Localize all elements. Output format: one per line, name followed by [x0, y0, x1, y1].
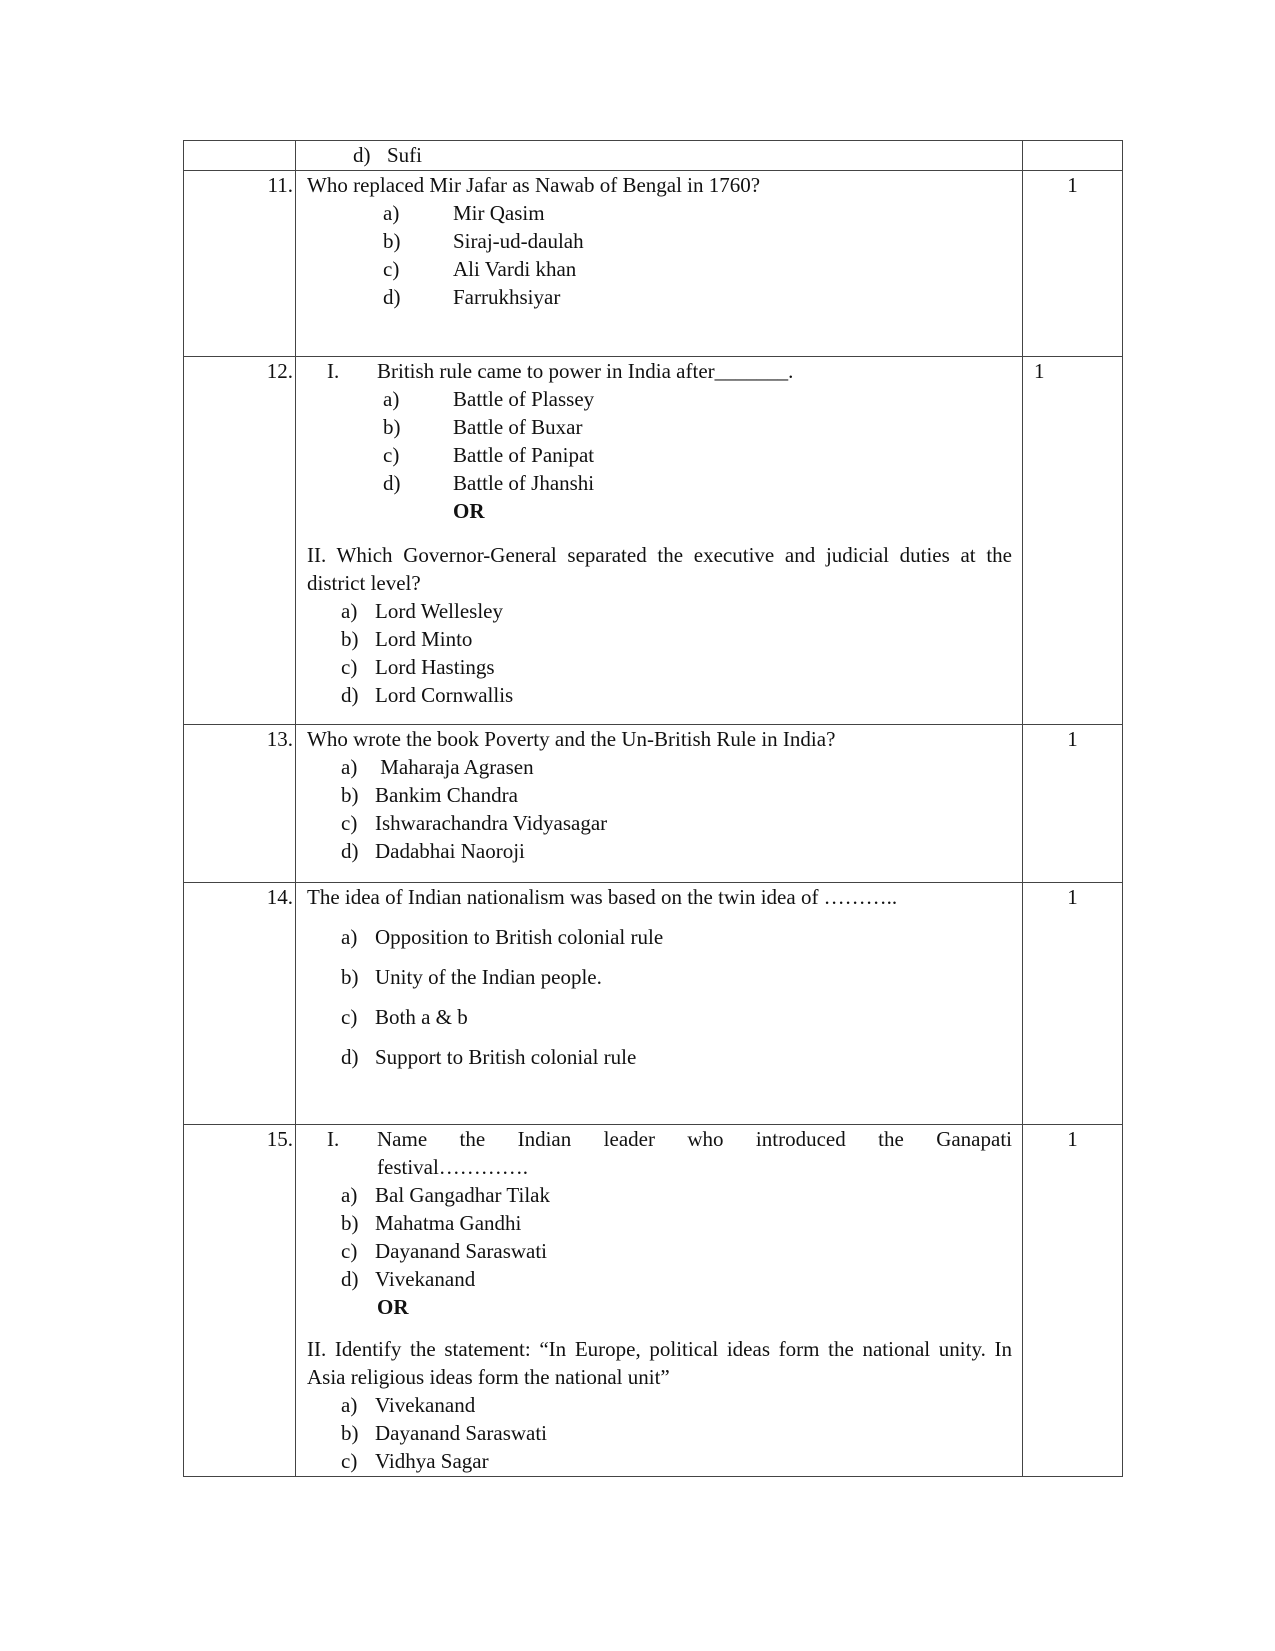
- option-d: [307, 469, 1012, 497]
- option-text: Lord Minto: [375, 627, 473, 651]
- question-row-continuation: [184, 141, 1123, 171]
- option-text: Maharaja Agrasen: [375, 755, 534, 779]
- option-b: [307, 963, 1012, 991]
- option-a: [307, 597, 1012, 625]
- question-number: 15.: [184, 1125, 296, 1477]
- option-label: b): [341, 1211, 359, 1235]
- marks-cell: 1: [1023, 725, 1123, 883]
- question-number: 11.: [184, 171, 296, 357]
- marks-cell: 1: [1023, 883, 1123, 1125]
- option-text: Bal Gangadhar Tilak: [375, 1183, 550, 1207]
- question-row-13: [184, 725, 1123, 883]
- option-label: c): [383, 257, 400, 281]
- option-d: [307, 141, 1012, 169]
- question-number: [184, 141, 296, 171]
- option-label: c): [383, 443, 400, 467]
- option-label: b): [383, 415, 401, 439]
- option-d: [307, 283, 1012, 311]
- option-label: a): [341, 925, 358, 949]
- option-d: [307, 681, 1012, 709]
- question-text: The idea of Indian nationalism was based on the twin idea of ………..: [307, 885, 898, 909]
- question-text: Who wrote the book Poverty and the Un-British Rule in India?: [307, 727, 836, 751]
- option-c: [307, 1447, 1012, 1475]
- option-label: c): [341, 811, 358, 835]
- option-text: Bankim Chandra: [375, 783, 518, 807]
- option-text: Sufi: [387, 143, 423, 167]
- option-label: d): [383, 285, 401, 309]
- roman-numeral: I.: [327, 359, 340, 383]
- question-row-14: [184, 883, 1123, 1125]
- question-row-11: [184, 171, 1123, 357]
- option-text: Support to British colonial rule: [375, 1045, 637, 1069]
- option-text: Mir Qasim: [453, 201, 545, 225]
- option-a: [307, 385, 1012, 413]
- option-label: d): [341, 839, 359, 863]
- option-label: d): [383, 471, 401, 495]
- option-label: c): [341, 655, 358, 679]
- option-b: [307, 1209, 1012, 1237]
- option-text: Battle of Panipat: [453, 443, 595, 467]
- option-c: [307, 1237, 1012, 1265]
- marks-cell: [1023, 141, 1123, 171]
- option-label: a): [341, 1183, 358, 1207]
- option-text: Both a & b: [375, 1005, 468, 1029]
- roman-numeral: I.: [327, 1127, 340, 1151]
- option-label: a): [383, 201, 400, 225]
- question-text-line-1: Name the Indian leader who introduced the Ganapati: [377, 1127, 1012, 1151]
- question-row-12: [184, 357, 1123, 725]
- option-label: d): [353, 143, 371, 167]
- option-b: [307, 227, 1012, 255]
- option-text: Vidhya Sagar: [375, 1449, 489, 1473]
- option-label: c): [341, 1449, 358, 1473]
- option-c: [307, 1003, 1012, 1031]
- option-text: Lord Cornwallis: [375, 683, 514, 707]
- option-c: [307, 809, 1012, 837]
- option-a: [307, 1391, 1012, 1419]
- option-text: Siraj-ud-daulah: [453, 229, 584, 253]
- option-label: a): [341, 1393, 358, 1417]
- option-b: [307, 625, 1012, 653]
- option-text: Vivekanand: [375, 1267, 476, 1291]
- question-cell: [296, 883, 1023, 1125]
- option-label: b): [341, 1421, 359, 1445]
- marks-cell: 1: [1023, 357, 1123, 725]
- option-label: d): [341, 1267, 359, 1291]
- option-label: c): [341, 1005, 358, 1029]
- option-label: a): [341, 755, 358, 779]
- option-text: Farrukhsiyar: [453, 285, 561, 309]
- option-c: [307, 653, 1012, 681]
- option-text: Dadabhai Naoroji: [375, 839, 525, 863]
- option-label: a): [341, 599, 358, 623]
- option-c: [307, 441, 1012, 469]
- question-number: 12.: [184, 357, 296, 725]
- option-label: d): [341, 683, 359, 707]
- or-separator: OR: [453, 499, 485, 523]
- question-cell: [296, 171, 1023, 357]
- option-label: a): [383, 387, 400, 411]
- question-text: British rule came to power in India after_______.: [377, 359, 794, 383]
- question-number: 14.: [184, 883, 296, 1125]
- option-text: Vivekanand: [375, 1393, 476, 1417]
- option-b: [307, 1419, 1012, 1447]
- option-b: [307, 413, 1012, 441]
- option-text: Battle of Jhanshi: [453, 471, 595, 495]
- option-a: [307, 753, 1012, 781]
- option-label: b): [341, 965, 359, 989]
- option-text: Dayanand Saraswati: [375, 1239, 548, 1263]
- option-text: Mahatma Gandhi: [375, 1211, 522, 1235]
- marks-cell: 1: [1023, 1125, 1123, 1477]
- question-text: II. Which Governor-General separated the executive and judicial duties at the district level?: [307, 543, 1012, 595]
- option-text: Ali Vardi khan: [453, 257, 577, 281]
- option-text: Unity of the Indian people.: [375, 965, 602, 989]
- option-label: b): [341, 783, 359, 807]
- question-text: II. Identify the statement: “In Europe, political ideas form the national unity. In Asia religious ideas form the national unit”: [307, 1337, 1012, 1389]
- option-label: d): [341, 1045, 359, 1069]
- option-d: [307, 837, 1012, 865]
- option-text: Battle of Plassey: [453, 387, 595, 411]
- question-cell: [296, 357, 1023, 725]
- marks-cell: 1: [1023, 171, 1123, 357]
- question-text: Who replaced Mir Jafar as Nawab of Bengal in 1760?: [307, 173, 761, 197]
- subquestion-1: [307, 1125, 1012, 1153]
- option-text: Opposition to British colonial rule: [375, 925, 664, 949]
- option-a: [307, 1181, 1012, 1209]
- question-text-line-2: festival………….: [377, 1155, 529, 1179]
- option-text: Lord Hastings: [375, 655, 495, 679]
- question-cell: [296, 1125, 1023, 1477]
- subquestion-1: [307, 357, 1012, 385]
- option-text: Lord Wellesley: [375, 599, 503, 623]
- question-cell: [296, 141, 1023, 171]
- or-separator: OR: [377, 1295, 409, 1319]
- option-text: Ishwarachandra Vidyasagar: [375, 811, 608, 835]
- option-a: [307, 199, 1012, 227]
- question-table: [183, 140, 1123, 1477]
- option-label: c): [341, 1239, 358, 1263]
- question-row-15: [184, 1125, 1123, 1477]
- option-c: [307, 255, 1012, 283]
- option-label: b): [341, 627, 359, 651]
- option-a: [307, 923, 1012, 951]
- option-text: Battle of Buxar: [453, 415, 583, 439]
- option-d: [307, 1043, 1012, 1071]
- question-cell: [296, 725, 1023, 883]
- option-label: b): [383, 229, 401, 253]
- option-b: [307, 781, 1012, 809]
- question-number: 13.: [184, 725, 296, 883]
- option-d: [307, 1265, 1012, 1293]
- option-text: Dayanand Saraswati: [375, 1421, 548, 1445]
